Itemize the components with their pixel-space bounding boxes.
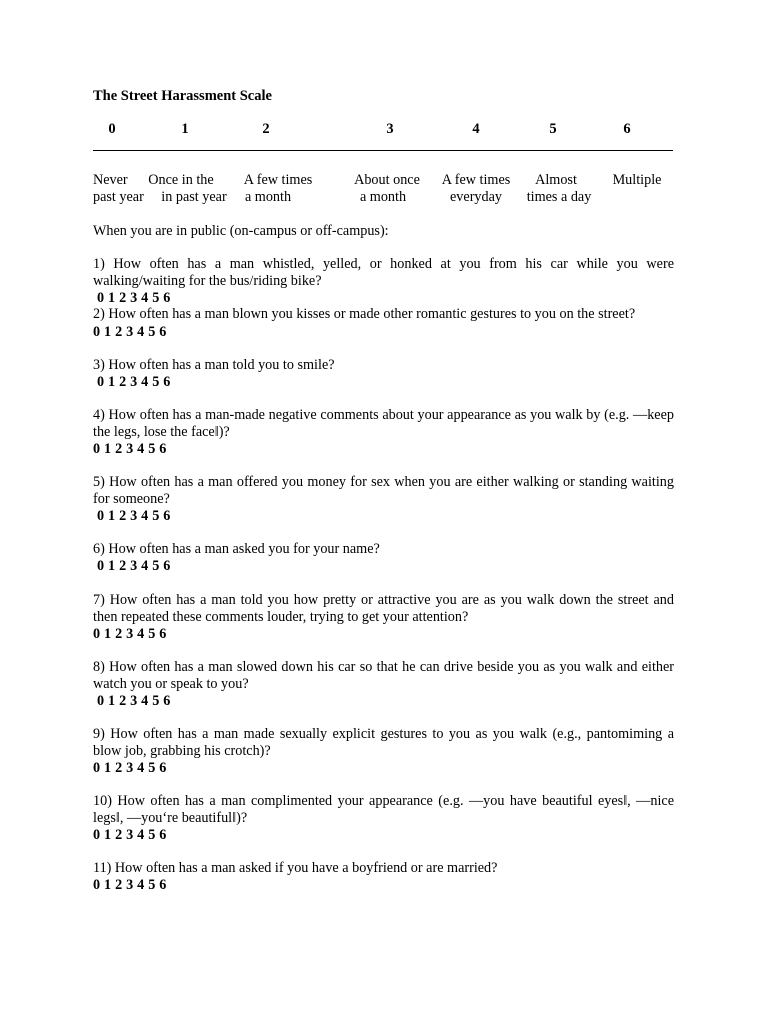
rating-options: 0 1 2 3 4 5 6: [97, 374, 171, 390]
rating-options: 0 1 2 3 4 5 6: [97, 558, 171, 574]
rating-options: 0 1 2 3 4 5 6: [93, 324, 167, 340]
rating-options: 0 1 2 3 4 5 6: [97, 693, 171, 709]
rating-options: 0 1 2 3 4 5 6: [97, 508, 171, 524]
scale-number: 3: [386, 121, 394, 137]
scale-divider: [93, 150, 673, 151]
scale-label: times a day: [526, 189, 592, 205]
scale-label: A few times: [441, 172, 511, 188]
question-text: 5) How often has a man offered you money for sex when you are either walking or standing waiting for someone?: [93, 474, 674, 507]
rating-options: 0 1 2 3 4 5 6: [93, 827, 167, 843]
question-text: 2) How often has a man blown you kisses or made other romantic gestures to you on the street?: [93, 306, 636, 322]
instructions-text: When you are in public (on-campus or off-campus):: [93, 223, 389, 239]
scale-label: in past year: [161, 189, 227, 205]
question-text: 3) How often has a man told you to smile?: [93, 357, 335, 373]
rating-options: 0 1 2 3 4 5 6: [93, 877, 167, 893]
question-text: 8) How often has a man slowed down his car so that he can drive beside you as you walk and either watch you or speak to you?: [93, 659, 674, 692]
rating-options: 0 1 2 3 4 5 6: [93, 760, 167, 776]
question-text: 11) How often has a man asked if you have a boyfriend or are married?: [93, 860, 498, 876]
question-text: 9) How often has a man made sexually explicit gestures to you as you walk (e.g., pantomiming a blow job, grabbing his crotch)?: [93, 726, 674, 759]
scale-label: A few times: [243, 172, 313, 188]
question-text: 1) How often has a man whistled, yelled, or honked at you from his car while you were walking/waiting for the bus/riding bike?: [93, 256, 674, 289]
scale-label: a month: [359, 189, 407, 205]
scale-number: 0: [108, 121, 116, 137]
scale-label: About once: [354, 172, 420, 188]
scale-number: 5: [549, 121, 557, 137]
scale-number: 1: [181, 121, 189, 137]
scale-label: past year: [93, 189, 144, 205]
scale-number: 6: [623, 121, 631, 137]
scale-label: Multiple: [612, 172, 662, 188]
question-text: 6) How often has a man asked you for your name?: [93, 541, 380, 557]
scale-label: Almost: [535, 172, 577, 188]
question-text: 10) How often has a man complimented your appearance (e.g. ―you have beautiful eyes‖, ―nice legs‖, ―you‘re beautiful‖)?: [93, 793, 674, 826]
scale-label: Once in the: [148, 172, 214, 188]
scale-number: 2: [262, 121, 270, 137]
rating-options: 0 1 2 3 4 5 6: [93, 626, 167, 642]
question-text: 7) How often has a man told you how pretty or attractive you are as you walk down the street and then repeated these comments louder, trying to get your attention?: [93, 592, 674, 625]
scale-number: 4: [472, 121, 480, 137]
document-title: The Street Harassment Scale: [93, 88, 272, 104]
scale-label: Never: [93, 172, 128, 188]
question-text: 4) How often has a man-made negative comments about your appearance as you walk by (e.g. ―keep the legs, lose the face‖)?: [93, 407, 674, 440]
scale-label: a month: [244, 189, 292, 205]
scale-label: everyday: [450, 189, 502, 205]
rating-options: 0 1 2 3 4 5 6: [93, 441, 167, 457]
rating-options: 0 1 2 3 4 5 6: [97, 290, 171, 306]
